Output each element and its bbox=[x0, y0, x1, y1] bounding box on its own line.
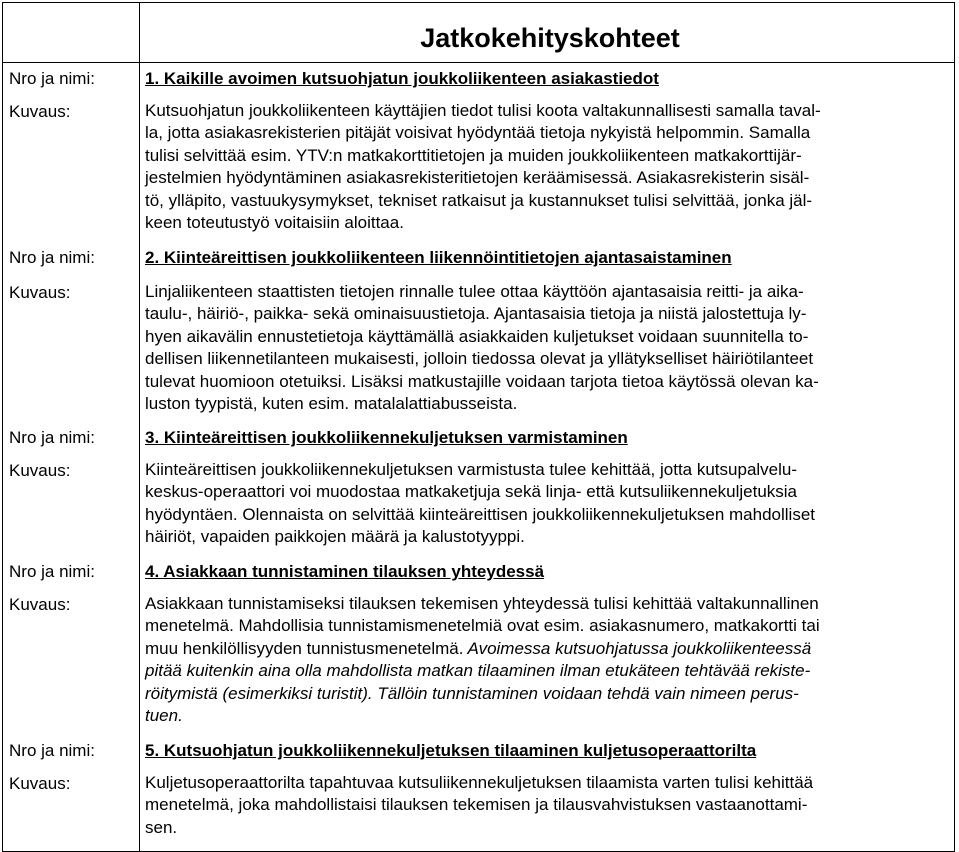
italic-text-line: pitää kuitenkin aina olla mahdollista matkan tilaaminen ilman etukäteen tehtävää rekiste- bbox=[145, 661, 811, 681]
item-4-heading: 4. Asiakkaan tunnistaminen tilauksen yhteydessä bbox=[145, 562, 545, 581]
label-nro-1: Nro ja nimi: bbox=[9, 69, 95, 88]
item-2-description bbox=[145, 281, 951, 415]
italic-text-segment: Avoimessa kutsuohjatussa joukkoliikenteessä bbox=[463, 638, 812, 658]
item-3-description bbox=[145, 459, 951, 549]
row-divider bbox=[2, 62, 955, 63]
text-line: Kiinteäreittisen joukkoliikennekuljetuksen varmistusta tulee kehittää, jotta kutsupalvelu- bbox=[145, 460, 798, 479]
text-line: hyen aikavälin ennustetietoja käyttämällä asiakkaiden kuljetukset voidaan suunnitella to- bbox=[145, 326, 809, 346]
text-line: tulisi selvittää esim. YTV:n matkakorttitietojen ja muiden joukkoliikenteen matkakorttijär- bbox=[145, 145, 802, 165]
text-line bbox=[145, 638, 951, 660]
label-kuvaus-2: Kuvaus: bbox=[9, 283, 71, 302]
item-5-heading: 5. Kutsuohjatun joukkoliikennekuljetuksen tilaaminen kuljetusoperaattorilta bbox=[145, 741, 757, 760]
text-line: taulu-, häiriö-, paikka- sekä ominaisuustietoja. Ajantasaisia tietoja ja niistä jalostettuja ly- bbox=[145, 304, 807, 324]
item-2-heading: 2. Kiinteäreittisen joukkoliikenteen liikennöintitietojen ajantasaistaminen bbox=[145, 248, 732, 267]
text-line: Linjaliikenteen staattisten tietojen rinnalle tulee ottaa käyttöön ajantasaisia reitti- ja aika- bbox=[145, 282, 804, 301]
item-4-description bbox=[145, 593, 951, 727]
text-line: Asiakkaan tunnistamiseksi tilauksen tekemisen yhteydessä tulisi kehittää valtakunnallinen bbox=[145, 594, 819, 613]
text-line: jestelmien hyödyntäminen asiakasrekisteritietojen keräämisessä. Asiakasrekisterin sisäl- bbox=[145, 168, 810, 188]
label-kuvaus-3: Kuvaus: bbox=[9, 461, 71, 480]
text-line: menetelmä, joka mahdollistaisi tilauksen tekemisen ja tilausvahvistuksen vastaanottami- bbox=[145, 795, 808, 815]
item-1-heading: 1. Kaikille avoimen kutsuohjatun joukkoliikenteen asiakastiedot bbox=[145, 69, 659, 88]
label-kuvaus-4: Kuvaus: bbox=[9, 595, 71, 614]
label-nro-5: Nro ja nimi: bbox=[9, 741, 95, 760]
item-1-description bbox=[145, 100, 951, 234]
column-divider bbox=[139, 2, 140, 852]
label-nro-3: Nro ja nimi: bbox=[9, 428, 95, 447]
text-line: hyödyntäen. Olennaista on selvittää kiinteäreittisen joukkoliikennekuljetuksen mahdolliset bbox=[145, 504, 816, 524]
text-line: tulevat huomioon otetuiksi. Lisäksi matkustajille voidaan tarjota tietoa käytössä olevan ka- bbox=[145, 371, 819, 391]
text-line: sen. bbox=[145, 817, 178, 837]
text-line: la, jotta asiakasrekisterien pitäjät voisivat hyödyntää tietoja nykyistä helpommin. Samalla bbox=[145, 123, 811, 143]
text-line: tö, ylläpito, vastuukysymykset, tekniset ratkaisut ja kustannukset tulisi selvittää, jonka jäl- bbox=[145, 190, 813, 210]
text-line: menetelmä. Mahdollisia tunnistamismenetelmiä ovat esim. asiakasnumero, matkakortti tai bbox=[145, 616, 820, 636]
text-line: keen toteutustyö voitaisiin aloittaa. bbox=[145, 213, 404, 233]
text-line: keskus-operaattori voi muodostaa matkaketjuja sekä linja- että kutsuliikennekuljetuksia bbox=[145, 482, 798, 502]
text-line: Kuljetusoperaattorilta tapahtuvaa kutsuliikennekuljetuksen tilaamista varten tulisi kehittää bbox=[145, 773, 814, 792]
text-segment: muu henkilöllisyyden tunnistusmenetelmä. bbox=[145, 638, 464, 658]
label-nro-4: Nro ja nimi: bbox=[9, 562, 95, 581]
text-line: Kutsuohjatun joukkoliikenteen käyttäjien tiedot tulisi koota valtakunnallisesti samalla taval- bbox=[145, 101, 821, 120]
item-5-description bbox=[145, 772, 951, 839]
italic-text-line: tuen. bbox=[145, 706, 183, 726]
text-line: dellisen liikennetilanteen mukaisesti, jolloin tiedossa olevat ja yllätykselliset häiriötilanteet bbox=[145, 349, 814, 369]
item-3-heading: 3. Kiinteäreittisen joukkoliikennekuljetuksen varmistaminen bbox=[145, 428, 628, 447]
text-line: luston tyypistä, kuten esim. matalalattiabusseista. bbox=[145, 394, 518, 414]
italic-text-line: röitymistä (esimerkiksi turistit). Tällöin tunnistaminen voidaan tehdä vain nimeen perus- bbox=[145, 683, 799, 703]
label-kuvaus-5: Kuvaus: bbox=[9, 774, 71, 793]
label-kuvaus-1: Kuvaus: bbox=[9, 102, 71, 121]
page-title: Jatkokehityskohteet bbox=[420, 23, 680, 53]
text-line: häiriöt, vapaiden paikkojen määrä ja kalustotyyppi. bbox=[145, 527, 525, 547]
label-nro-2: Nro ja nimi: bbox=[9, 248, 95, 267]
